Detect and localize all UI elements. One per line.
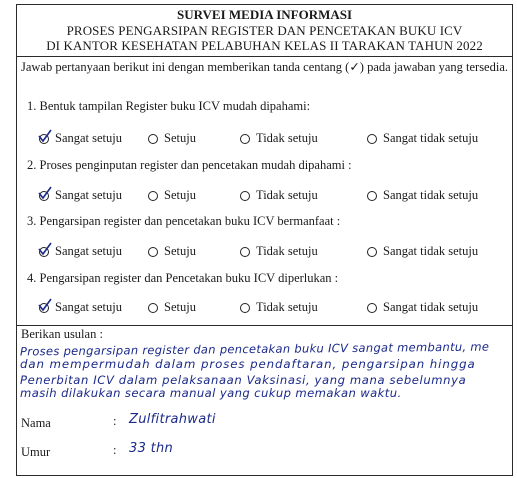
q3-option-sangat-tidak-setuju[interactable]	[367, 244, 478, 259]
q3-radio-tidak-setuju[interactable]	[240, 247, 250, 257]
questions-section	[17, 57, 512, 326]
q2-option-tidak-setuju[interactable]	[240, 188, 318, 203]
question-1: 1. Bentuk tampilan Register buku ICV mudah dipahami:	[27, 99, 311, 113]
q2-option-sangat-setuju[interactable]	[39, 188, 122, 203]
q4-radio-tidak-setuju[interactable]	[240, 303, 250, 313]
q2-radio-sangat-setuju[interactable]	[39, 191, 49, 201]
q2-radio-setuju[interactable]	[148, 191, 158, 201]
q3-radio-setuju[interactable]	[148, 247, 158, 257]
option-label: Sangat tidak setuju	[383, 244, 479, 258]
name-value: Zulfitrahwati	[129, 412, 216, 427]
option-label: Sangat setuju	[55, 131, 123, 145]
form-subtitle-line-1: PROSES PENGARSIPAN REGISTER DAN PENCETAKAN BUKU ICV	[66, 23, 463, 38]
checkmark-icon	[38, 242, 52, 256]
q1-radio-sangat-setuju[interactable]	[39, 134, 49, 144]
name-label: Nama	[21, 416, 51, 430]
form-title: SURVEI MEDIA INFORMASI	[176, 7, 353, 22]
suggestion-handwriting-line-2: dan mempermudah dalam proses pendaftaran, pengarsipan hingga	[20, 357, 476, 371]
option-label: Sangat tidak setuju	[383, 188, 479, 202]
option-label: Sangat tidak setuju	[383, 131, 479, 145]
age-value: 33 thn	[129, 441, 174, 456]
checkmark-icon	[38, 298, 52, 312]
suggestion-label: Berikan usulan :	[21, 327, 103, 341]
q4-radio-setuju[interactable]	[148, 303, 158, 313]
option-label: Setuju	[164, 188, 196, 202]
option-label: Setuju	[164, 300, 196, 314]
form-subtitle-line-2: DI KANTOR KESEHATAN PELABUHAN KELAS II TARAKAN TAHUN 2022	[46, 38, 483, 53]
option-label: Sangat setuju	[55, 244, 123, 258]
q2-radio-sangat-tidak-setuju[interactable]	[367, 191, 377, 201]
suggestion-handwriting-line-1: Proses pengarsipan register dan pencetakan buku ICV sangat membantu, me	[19, 339, 490, 359]
q1-radio-sangat-tidak-setuju[interactable]	[367, 134, 377, 144]
q4-radio-sangat-tidak-setuju[interactable]	[367, 303, 377, 313]
instruction-text: Jawab pertanyaan berikut ini dengan memberikan tanda centang (✓) pada jawaban yang tersedia.	[21, 60, 509, 74]
q3-option-tidak-setuju[interactable]	[240, 244, 318, 259]
q1-option-sangat-setuju[interactable]	[39, 131, 122, 146]
option-label: Setuju	[164, 244, 196, 258]
option-label: Tidak setuju	[256, 188, 318, 202]
q3-option-sangat-setuju[interactable]	[39, 244, 122, 259]
option-label: Tidak setuju	[256, 300, 318, 314]
option-label: Sangat setuju	[55, 188, 123, 202]
q2-option-sangat-tidak-setuju[interactable]	[367, 188, 478, 203]
name-colon: :	[113, 414, 117, 428]
age-colon: :	[113, 443, 117, 457]
q2-radio-tidak-setuju[interactable]	[240, 191, 250, 201]
q4-option-tidak-setuju[interactable]	[240, 300, 318, 315]
q1-radio-setuju[interactable]	[148, 134, 158, 144]
question-4: 4. Pengarsipan register dan Pencetakan buku ICV diperlukan :	[27, 271, 339, 285]
q4-option-sangat-tidak-setuju[interactable]	[367, 300, 478, 315]
q4-option-sangat-setuju[interactable]	[39, 300, 122, 315]
q4-option-setuju[interactable]	[148, 300, 196, 315]
suggestion-handwriting-line-3: Penerbitan ICV dalam pelaksanaan Vaksinasi, yang mana sebelumnya	[20, 373, 467, 387]
option-label: Setuju	[164, 131, 196, 145]
question-2: 2. Proses penginputan register dan pencetakan mudah dipahami :	[27, 158, 352, 172]
checkmark-icon	[38, 186, 52, 200]
option-label: Tidak setuju	[256, 131, 318, 145]
q3-radio-sangat-setuju[interactable]	[39, 247, 49, 257]
question-3: 3. Pengarsipan register dan pencetakan buku ICV bermanfaat :	[27, 214, 341, 228]
q4-radio-sangat-setuju[interactable]	[39, 303, 49, 313]
q1-option-setuju[interactable]	[148, 131, 196, 146]
form-header	[17, 5, 512, 57]
suggestion-handwriting-line-4: masih dilakukan secara manual yang cukup memakan waktu.	[20, 386, 402, 400]
q1-option-tidak-setuju[interactable]	[240, 131, 318, 146]
q3-option-setuju[interactable]	[148, 244, 196, 259]
suggestion-section	[17, 326, 512, 474]
q1-radio-tidak-setuju[interactable]	[240, 134, 250, 144]
survey-form	[16, 4, 513, 476]
q3-radio-sangat-tidak-setuju[interactable]	[367, 247, 377, 257]
option-label: Sangat tidak setuju	[383, 300, 479, 314]
q1-option-sangat-tidak-setuju[interactable]	[367, 131, 478, 146]
checkmark-icon	[38, 129, 52, 143]
q2-option-setuju[interactable]	[148, 188, 196, 203]
option-label: Tidak setuju	[256, 244, 318, 258]
option-label: Sangat setuju	[55, 300, 123, 314]
age-label: Umur	[21, 445, 51, 459]
